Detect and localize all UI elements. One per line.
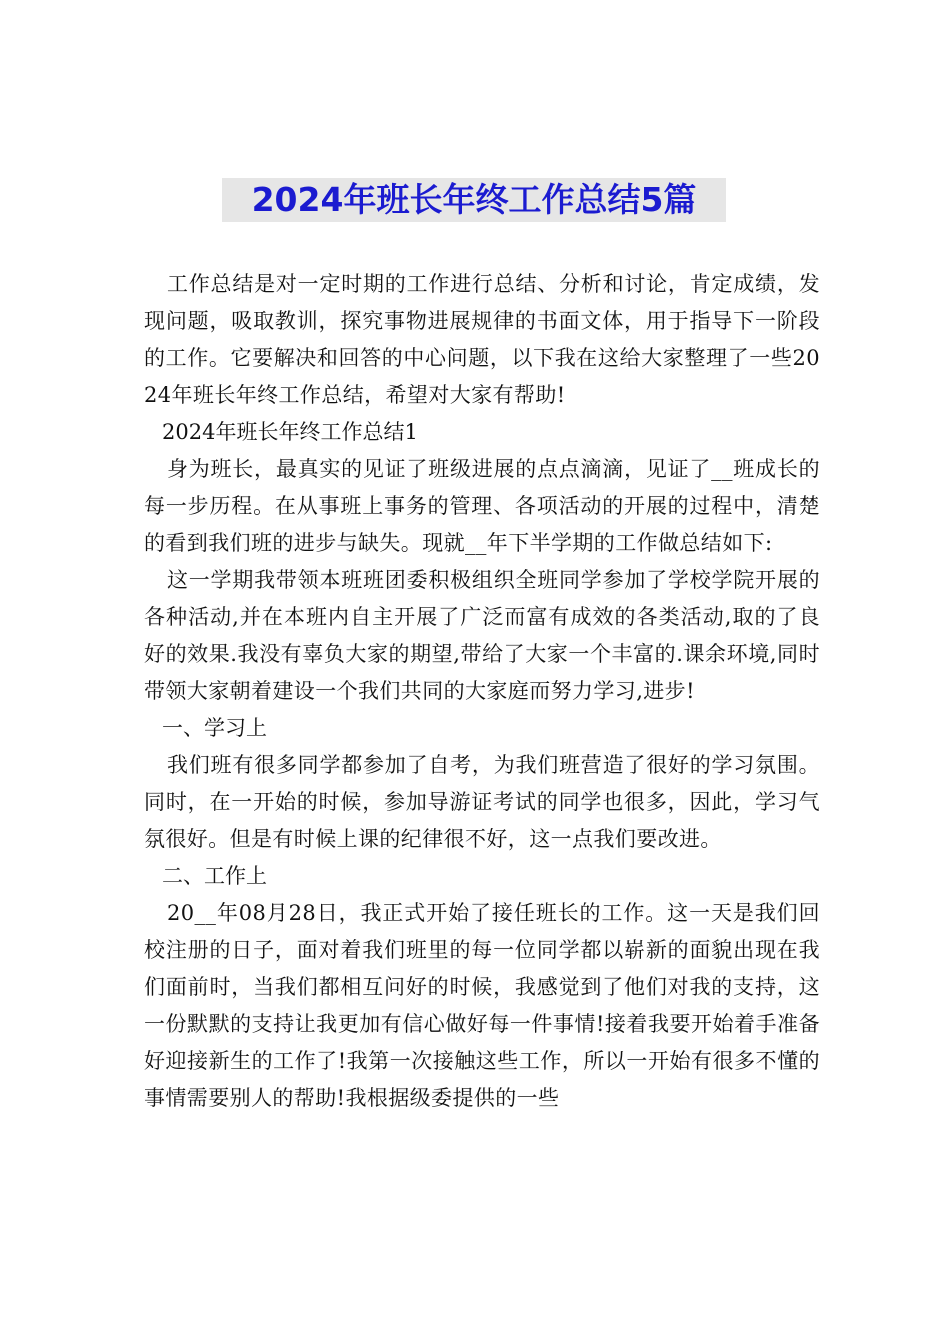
body-paragraph: 20__年08月28日，我正式开始了接任班长的工作。这一天是我们回校注册的日子，面对着我们班里的每一位同学都以崭新的面貌出现在我们面前时，当我们都相互问好的时候，我感觉到了他们对我的支持，这一份默默的支持让我更加有信心做好每一件事情!接着我要开始着手准备好迎接新生的工作了!我第一次接触这些工作，所以一开始有很多不懂的事情需要别人的帮助!我根据级委提供的一些	[144, 901, 820, 1110]
section-heading-summary-1: 2024年班长年终工作总结1	[162, 420, 418, 444]
intro-paragraph: 工作总结是对一定时期的工作进行总结、分析和讨论，肯定成绩，发现问题，吸取教训，探究事物进展规律的书面文体，用于指导下一阶段的工作。它要解决和回答的中心问题，以下我在这给大家整理了一些2024年班长年终工作总结，希望对大家有帮助!	[144, 272, 820, 407]
document-body	[144, 266, 820, 1117]
body-paragraph: 我们班有很多同学都参加了自考，为我们班营造了很好的学习氛围。同时，在一开始的时候，参加导游证考试的同学也很多，因此，学习气氛很好。但是有时候上课的纪律很不好，这一点我们要改进。	[144, 753, 820, 851]
body-paragraph: 这一学期我带领本班班团委积极组织全班同学参加了学校学院开展的各种活动,并在本班内自主开展了广泛而富有成效的各类活动,取的了良好的效果.我没有辜负大家的期望,带给了大家一个丰富的.课余环境,同时带领大家朝着建设一个我们共同的大家庭而努力学习,进步!	[144, 568, 820, 703]
document-title: 2024年班长年终工作总结5篇	[222, 178, 726, 222]
section-heading-work: 二、工作上	[162, 864, 267, 888]
body-paragraph: 身为班长，最真实的见证了班级进展的点点滴滴，见证了__班成长的每一步历程。在从事班上事务的管理、各项活动的开展的过程中，清楚的看到我们班的进步与缺失。现就__年下半学期的工作做总结如下:	[144, 457, 820, 555]
section-heading-study: 一、学习上	[162, 716, 267, 740]
